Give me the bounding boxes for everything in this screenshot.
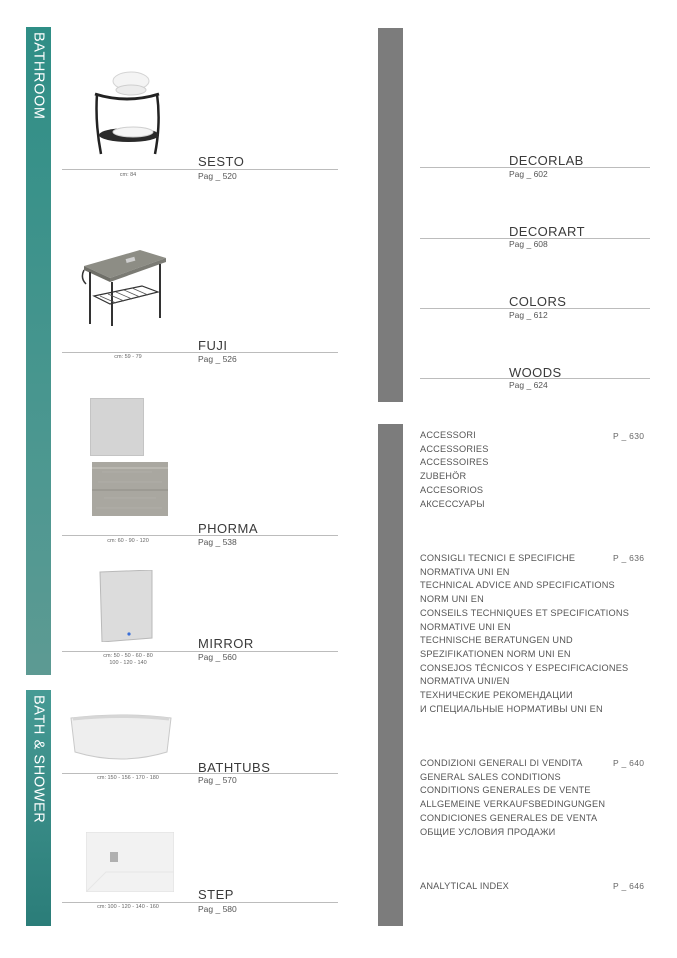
bathtub-dims: cm: 150 - 156 - 170 - 180 xyxy=(97,775,159,781)
woods-page: Pag _ 624 xyxy=(509,380,548,390)
mirror-image xyxy=(98,570,154,642)
section-bar-bath-shower xyxy=(26,690,51,926)
decorart-page: Pag _ 608 xyxy=(509,239,548,249)
section-label-bath-shower: BATH & SHOWER xyxy=(30,695,47,824)
colors-page: Pag _ 612 xyxy=(509,310,548,320)
accessories-block: ACCESSORI ACCESSORIES ACCESSOIRES ZUBEHÖR ACCESORIOS АКСЕССУАРЫ xyxy=(420,430,489,509)
technical-advice-page: P _ 636 xyxy=(613,553,645,563)
phorma-dims: cm: 60 - 90 - 120 xyxy=(107,538,149,544)
step-title: STEP xyxy=(198,887,234,902)
technical-advice-block: CONSIGLI TECNICI E SPECIFICHE NORMATIVA UNI EN TECHNICAL ADVICE AND SPECIFICATIONS NORM UNI EN CONSEILS TECHNIQUES ET SPECIFICATIONS NORMATIVE UNI EN TECHNISCHE BERATUNGEN UND SPEZIFIKATIONEN NORM UNI EN CONSEJOS TÉCNICOS Y ESPECIFICACIONES NORMATIVA UNI/EN ТЕХНИЧЕСКИЕ РЕКОМЕНДАЦИИ И СПЕЦИАЛЬНЫЕ НОРМАТИВЫ UNI EN xyxy=(420,553,630,714)
mirror-dims: cm: 50 - 50 - 60 - 80 100 - 120 - 140 xyxy=(103,653,153,666)
bathtubs-page: Pag _ 570 xyxy=(198,775,237,785)
divider-bar-bottom xyxy=(378,424,403,926)
section-label-bathroom: BATHROOM xyxy=(30,32,47,120)
decorart-title: DECORART xyxy=(509,224,585,239)
colors-title: COLORS xyxy=(509,294,567,309)
sesto-page: Pag _ 520 xyxy=(198,171,237,181)
sesto-title: SESTO xyxy=(198,154,245,169)
decorlab-page: Pag _ 602 xyxy=(509,169,548,179)
phorma-title: PHORMA xyxy=(198,521,259,536)
fuji-dims: cm: 59 - 79 xyxy=(114,354,142,360)
decorlab-title: DECORLAB xyxy=(509,153,584,168)
woods-title: WOODS xyxy=(509,365,562,380)
fuji-image xyxy=(80,248,170,328)
analytical-index-block: ANALYTICAL INDEX xyxy=(420,881,509,891)
phorma-page: Pag _ 538 xyxy=(198,537,237,547)
sesto-dims: cm: 84 xyxy=(119,172,137,178)
mirror-title: MIRROR xyxy=(198,636,254,651)
sales-conditions-page: P _ 640 xyxy=(613,758,645,768)
step-image xyxy=(86,832,174,892)
phorma-mirror-image xyxy=(90,398,144,456)
sales-conditions-block: CONDIZIONI GENERALI DI VENDITA GENERAL SALES CONDITIONS CONDITIONS GENERALES DE VENTE ALLGEMEINE VERKAUFSBEDINGUNGEN CONDICIONES GENERALES DE VENTA ОБЩИЕ УСЛОВИЯ ПРОДАЖИ xyxy=(420,758,606,837)
divider-bar-top xyxy=(378,28,403,402)
sesto-rule xyxy=(62,169,338,170)
bathtubs-title: BATHTUBS xyxy=(198,760,271,775)
fuji-title: FUJI xyxy=(198,338,228,353)
step-dims: cm: 100 - 120 - 140 - 160 xyxy=(97,904,159,910)
mirror-page: Pag _ 560 xyxy=(198,652,237,662)
phorma-cabinet-image xyxy=(92,462,168,516)
step-rule xyxy=(62,902,338,903)
fuji-page: Pag _ 526 xyxy=(198,354,237,364)
sesto-image xyxy=(85,68,170,163)
section-bar-bathroom xyxy=(26,27,51,675)
bathtub-image xyxy=(67,712,175,764)
accessories-page: P _ 630 xyxy=(613,431,645,441)
step-page: Pag _ 580 xyxy=(198,904,237,914)
analytical-index-page: P _ 646 xyxy=(613,881,645,891)
